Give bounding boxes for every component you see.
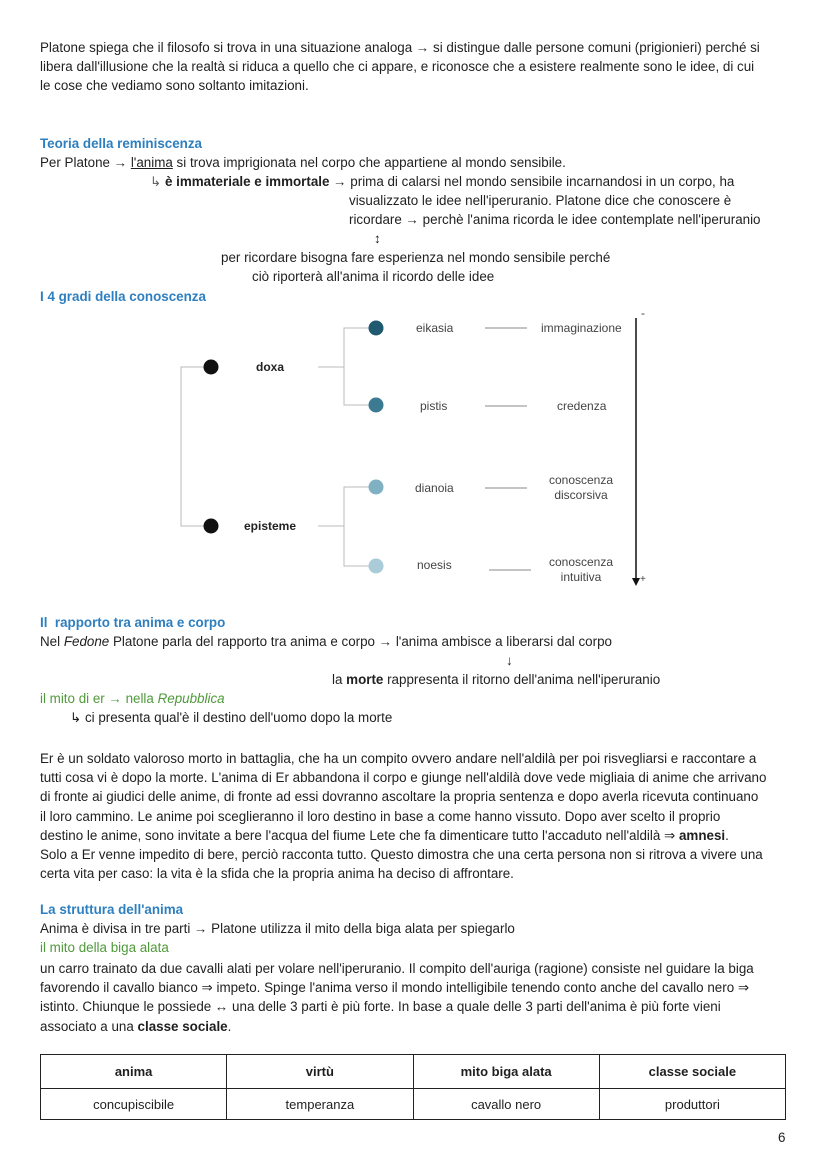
er-line: Solo a Er venne impedito di bere, perciò racconta tutto. Questo dimostra che una certa persona non si ritrova a vivere una [40, 847, 763, 863]
er-paragraph [40, 749, 792, 883]
text: la [332, 672, 347, 687]
biga-line: favorendo il cavallo bianco ⇒ impeto. Spinge l'anima verso il mondo intelligibile tenendo conto anche del cavallo nero ⇒ [40, 980, 750, 996]
er-line: Er è un soldato valoroso morto in battaglia, che ha un compito ovvero andare nell'aldilà per poi risvegliarsi e raccontare a [40, 751, 757, 766]
rapporto-heading: Il rapporto tra anima e corpo [40, 615, 226, 630]
desc-dashes [485, 328, 531, 570]
pistis-node [369, 398, 384, 413]
pistis-label: pistis [420, 399, 448, 413]
table-cell: produttori [599, 1089, 785, 1120]
intro-line: libera dall'illusione che la realtà si riduca a quello che ci appare, e riconosce che a esistere realmente sono le idee, di cui [40, 59, 755, 75]
root-bracket [181, 367, 211, 526]
fedone-italic: Fedone [63, 634, 110, 649]
amnesi-bold: amnesi [678, 827, 726, 843]
er-line: il loro cammino. Le anime poi sceglieranno il loro destino in base a come hanno vissuto. Dopo aver scelto il proprio [40, 808, 721, 824]
struttura-heading: La struttura dell'anima [40, 902, 184, 917]
text: destino le anime, sono invitate a bere l'acqua del fiume Lete che fa dimenticare tutto l'accaduto nell'aldilà ⇒ [40, 827, 679, 843]
reminiscenza-line-4: ricordare → perchè l'anima ricorda le idee contemplate nell'iperuranio [349, 212, 761, 227]
anima-table [40, 1054, 786, 1120]
text: Platone parla del rapporto tra anima e corpo → l'anima ambisce a liberarsi dal corpo [109, 634, 612, 649]
table-header-cell: mito biga alata [413, 1055, 599, 1089]
rapporto-line-1 [40, 634, 612, 649]
dianoia-node [369, 480, 384, 495]
table-cell: concupiscibile [41, 1089, 227, 1120]
table-cell: temperanza [227, 1089, 413, 1120]
reminiscenza-heading: Teoria della reminiscenza [40, 136, 202, 151]
conoscenza-intuitiva-label [531, 555, 631, 585]
eikasia-node [369, 321, 384, 336]
table-cell: cavallo nero [413, 1089, 599, 1120]
biga-line: un carro trainato da due cavalli alati per volare nell'iperuranio. Il compito dell'auriga (ragione) consiste nel guidare la biga [40, 961, 754, 976]
text: . [227, 1018, 232, 1034]
noesis-label: noesis [417, 558, 452, 572]
biga-paragraph [40, 959, 792, 1036]
bold-text: è immateriale e immortale [164, 174, 330, 189]
desc-line: conoscenza [548, 473, 614, 487]
noesis-node [369, 559, 384, 574]
text: Per Platone → [40, 155, 131, 170]
intro-line: Platone spiega che il filosofo si trova in una situazione analoga → si distingue dalle persone comuni (prigionieri) perché si [40, 40, 760, 55]
text: associato a una [40, 1018, 138, 1034]
page-number: 6 [778, 1130, 786, 1145]
text: . [725, 827, 729, 843]
text: → prima di calarsi nel mondo sensibile incarnandosi in un corpo, ha [329, 174, 735, 189]
struttura-line-1: Anima è divisa in tre parti → Platone utilizza il mito della biga alata per spiegarlo [40, 921, 515, 936]
reminiscenza-line-5: per ricordare bisogna fare esperienza nel mondo sensibile perché [221, 250, 611, 265]
desc-line: intuitiva [560, 570, 602, 584]
repubblica-italic: Repubblica [157, 691, 225, 706]
table-header-cell: anima [41, 1055, 227, 1089]
anima-underlined: l'anima [130, 155, 173, 170]
biga-alata-label: il mito della biga alata [40, 940, 169, 955]
classe-sociale-bold: classe sociale [137, 1018, 228, 1034]
dianoia-label: dianoia [415, 481, 454, 495]
credenza-label: credenza [557, 399, 607, 413]
eikasia-label: eikasia [416, 321, 454, 335]
down-arrow-icon: ↓ [506, 653, 513, 668]
table-row [41, 1089, 786, 1120]
desc-line: conoscenza [548, 555, 614, 569]
table-header-cell: classe sociale [599, 1055, 785, 1089]
doxa-node [204, 360, 219, 375]
morte-bold: morte [346, 672, 384, 687]
desc-line: discorsiva [554, 488, 608, 502]
episteme-node [204, 519, 219, 534]
conoscenza-discorsiva-label [531, 473, 631, 503]
er-line: di fronte ai giudici delle anime, di fronte ad essi dovranno ascoltare la propria sentenza e dopo averla ricevuta continuano [40, 789, 759, 805]
minus-sign: - [641, 306, 645, 320]
reminiscenza-line-6: ciò riporterà all'anima il ricordo delle idee [252, 269, 495, 284]
doxa-bracket [344, 328, 376, 405]
immaginazione-label: immaginazione [541, 321, 622, 335]
biga-line [40, 1017, 792, 1036]
sub-arrow-icon: ↳ [150, 174, 165, 189]
episteme-label: episteme [244, 519, 297, 533]
text: il mito di er → nella [40, 691, 158, 706]
table-header-cell: virtù [227, 1055, 413, 1089]
plus-sign: + [640, 574, 646, 585]
episteme-bracket [344, 487, 376, 566]
table-header-row [41, 1055, 786, 1089]
mito-er-subline: ↳ ci presenta qual'è il destino dell'uomo dopo la morte [70, 710, 393, 725]
gradi-heading: I 4 gradi della conoscenza [40, 289, 206, 304]
biga-line: istinto. Chiunque le possiede ↔ una delle 3 parti è più forte. In base a quale delle 3 parti dell'anima è più forte vieni [40, 999, 721, 1015]
mito-er-line [40, 691, 225, 706]
doxa-label: doxa [256, 360, 285, 374]
intro-line: le cose che vediamo sono soltanto imitazioni. [40, 78, 309, 94]
er-line: certa vita per caso: la vita è la sfida che la propria anima ha deciso di affrontare. [40, 866, 514, 882]
gradient-arrow-head-icon [632, 578, 640, 586]
er-line: tutti cosa vi è dopo la morte. L'anima di Er abbandona il corpo e giunge nell'aldilà dove vede migliaia di anime che arrivano [40, 770, 767, 786]
text: Nel [40, 634, 64, 649]
reminiscenza-line-3: visualizzato le idee nell'iperuranio. Platone dice che conoscere è [349, 193, 732, 208]
rapporto-line-2 [332, 672, 660, 687]
updown-arrow-icon: ↕ [374, 231, 381, 246]
text: rappresenta il ritorno dell'anima nell'iperuranio [383, 672, 661, 687]
er-line [40, 826, 792, 845]
text: si trova imprigionata nel corpo che appartiene al mondo sensibile. [172, 155, 566, 170]
